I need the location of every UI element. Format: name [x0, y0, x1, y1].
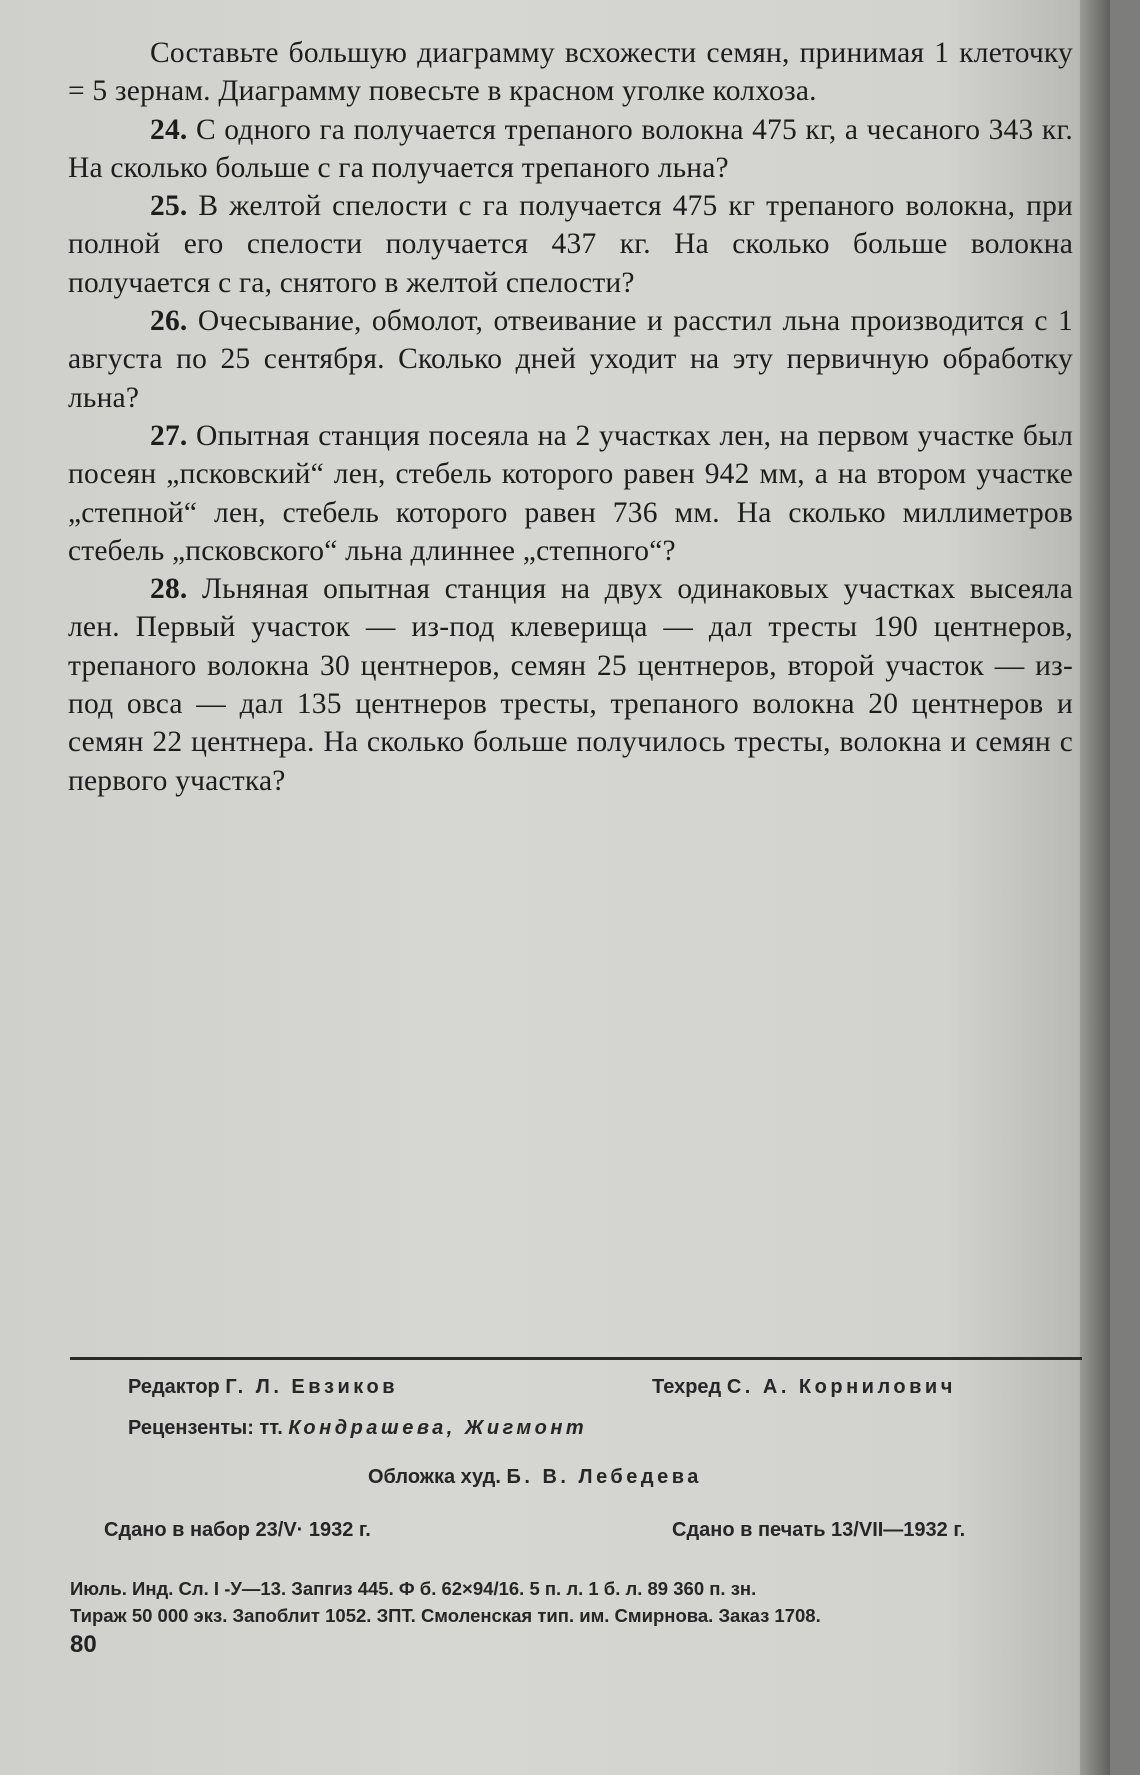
imprint-reviewers: [128, 1417, 587, 1440]
problem-27: [68, 417, 1073, 570]
problems-block: [68, 34, 1073, 800]
problem-number: 27.: [150, 419, 188, 452]
problem-number: 28.: [150, 573, 188, 606]
problem-text: Опытная станция посеяла на 2 участках лен, на первом участке был посеян „псковский“ лен, стебель которого равен 942 мм, а на втором участке „степной“ лен, стебель которого равен 736 мм. На сколько миллиметров стебель „псковского“ льна длиннее „степного“?: [68, 419, 1073, 567]
imprint-divider: [70, 1357, 1082, 1360]
problem-text: Составьте большую диаграмму всхожести семян, принимая 1 клеточку = 5 зернам. Диаграмму повесьте в красном уголке колхоза.: [68, 37, 1073, 108]
problem-24: [68, 111, 1073, 188]
cover-name: Б. В. Лебедева: [506, 1466, 702, 1488]
imprint-printed: Сдано в печать 13/VII—1932 г.: [672, 1519, 966, 1541]
problem-text: Льняная опытная станция на двух одинаковых участках высеяла лен. Первый участок — из-под клеверища — дал тресты 190 центнеров, трепаного волокна 30 центнеров, семян 25 центнеров, второй участок — из-под овса — дал 135 центнеров тресты, трепаного волокна 20 центнеров и семян 22 центнера. На сколько больше получилось тресты, волокна и семян с первого участка?: [68, 573, 1073, 797]
page-spine-shadow: [1080, 0, 1110, 1775]
problem-intro: [68, 34, 1073, 111]
problem-text: С одного га получается трепаного волокна 475 кг, а чесаного 343 кг. На сколько больше с га получается трепаного льна?: [68, 113, 1073, 184]
imprint-cover: [368, 1466, 702, 1489]
reviewers-label: Рецензенты: тт.: [128, 1417, 283, 1439]
editor-name: Г. Л. Евзиков: [225, 1376, 399, 1398]
problem-number: 24.: [150, 113, 188, 146]
editor-label: Редактор: [128, 1376, 220, 1398]
reviewers-names: Кондрашева, Жигмонт: [288, 1417, 588, 1439]
techred-name: С. А. Корнилович: [726, 1376, 956, 1398]
imprint-line-1: Июль. Инд. Сл. I -У—13. Запгиз 445. Ф б. 62×94/16. 5 п. л. 1 б. л. 89 360 п. зн.: [70, 1578, 757, 1599]
imprint-line-2: Тираж 50 000 экз. Запоблит 1052. ЗПТ. Смоленская тип. им. Смирнова. Заказ 1708.: [70, 1605, 821, 1626]
page-number: 80: [70, 1631, 97, 1658]
problem-number: 25.: [150, 190, 188, 223]
imprint-typeset: Сдано в набор 23/V· 1932 г.: [104, 1519, 371, 1541]
cover-label: Обложка худ.: [368, 1466, 501, 1488]
problem-28: [68, 570, 1073, 800]
imprint-techred: [652, 1376, 956, 1399]
problem-26: [68, 302, 1073, 417]
problem-number: 26.: [150, 305, 188, 338]
imprint-editor: [128, 1376, 398, 1399]
problem-25: [68, 187, 1073, 302]
techred-label: Техред: [652, 1376, 722, 1398]
problem-text: Очесывание, обмолот, отвеивание и расстил льна производится с 1 августа по 25 сентября. Сколько дней уходит на эту первичную обработку льна?: [68, 305, 1073, 414]
problem-text: В желтой спелости с га получается 475 кг трепаного волокна, при полной его спелости получается 437 кг. На сколько больше волокна получается с га, снятого в желтой спелости?: [68, 190, 1074, 299]
